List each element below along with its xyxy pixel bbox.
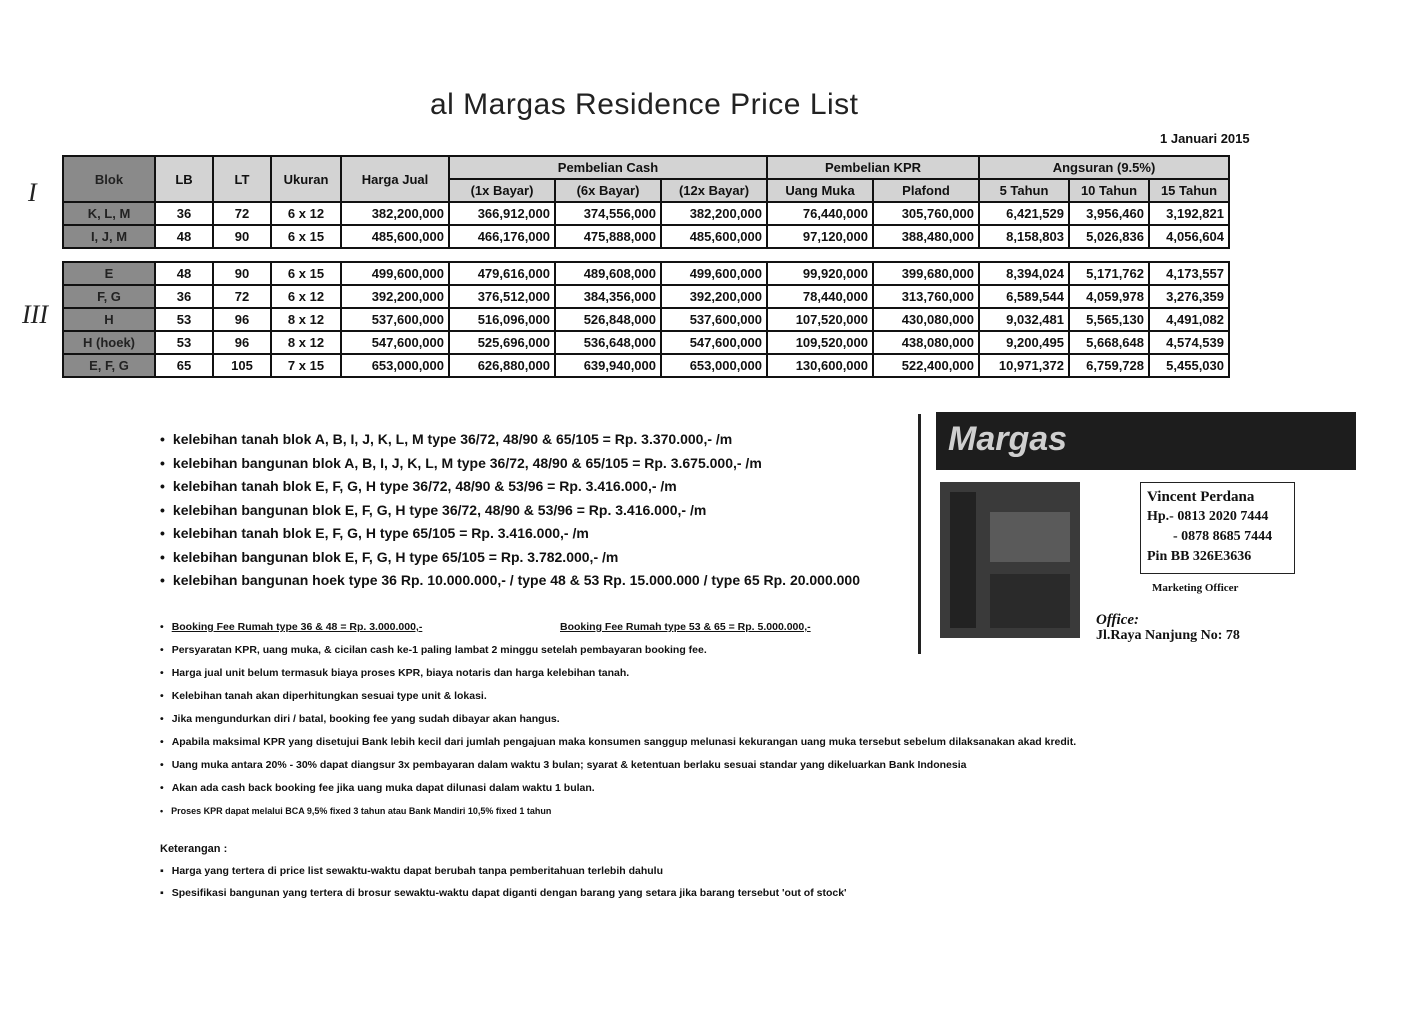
cell-15-tahun: 4,056,604: [1149, 225, 1229, 248]
cell-10-tahun: 5,171,762: [1069, 262, 1149, 285]
table-row: [63, 308, 1229, 331]
cell-5-tahun: 8,158,803: [979, 225, 1069, 248]
cell-ukuran: 8 x 12: [271, 308, 341, 331]
booking-fee-53-65: Booking Fee Rumah type 53 & 65 = Rp. 5.000.000,-: [560, 621, 811, 633]
header-15-tahun: 15 Tahun: [1149, 179, 1229, 202]
cell-5-tahun: 9,200,495: [979, 331, 1069, 354]
header-angsuran: Angsuran (9.5%): [979, 156, 1229, 179]
cell-ukuran: 6 x 15: [271, 225, 341, 248]
cell-ukuran: 6 x 15: [271, 262, 341, 285]
table-row: [63, 202, 1229, 225]
header-cash-12x: (12x Bayar): [661, 179, 767, 202]
handwritten-mark-group-2: III: [22, 300, 48, 329]
header-uang-muka: Uang Muka: [767, 179, 873, 202]
cell-ukuran: 6 x 12: [271, 285, 341, 308]
list-item: • kelebihan bangunan blok E, F, G, H type 36/72, 48/90 & 53/96 = Rp. 3.416.000,- /m: [160, 499, 860, 523]
header-lb: LB: [155, 156, 213, 202]
table-row: [63, 354, 1229, 377]
cell-5-tahun: 6,589,544: [979, 285, 1069, 308]
list-item: • Apabila maksimal KPR yang disetujui Bank lebih kecil dari jumlah pengajuan maka konsumen sanggup melunasi kekurangan uang muka tersebut sebelum dilaksanakan akad kredit.: [160, 731, 1076, 754]
cell-harga-jual: 485,600,000: [341, 225, 449, 248]
cell-cash-1x: 376,512,000: [449, 285, 555, 308]
list-item: • kelebihan tanah blok E, F, G, H type 65/105 = Rp. 3.416.000,- /m: [160, 522, 860, 546]
cell-10-tahun: 6,759,728: [1069, 354, 1149, 377]
list-item: • Persyaratan KPR, uang muka, & cicilan cash ke-1 paling lambat 2 minggu setelah pembayaran booking fee.: [160, 639, 1076, 662]
cell-cash-1x: 525,696,000: [449, 331, 555, 354]
list-item: ▪ Harga yang tertera di price list sewaktu-waktu dapat berubah tanpa pemberitahuan terlebih dahulu: [160, 860, 847, 882]
header-plafond: Plafond: [873, 179, 979, 202]
keterangan-list: [160, 860, 847, 904]
booking-fee-36-48: Booking Fee Rumah type 36 & 48 = Rp. 3.000.000,-: [171, 621, 423, 633]
cell-cash-1x: 516,096,000: [449, 308, 555, 331]
cell-lt: 96: [213, 308, 271, 331]
cell-lt: 72: [213, 285, 271, 308]
cell-10-tahun: 5,565,130: [1069, 308, 1149, 331]
table-gap: [63, 248, 1229, 262]
cell-cash-1x: 366,912,000: [449, 202, 555, 225]
cell-lb: 36: [155, 202, 213, 225]
cell-15-tahun: 3,192,821: [1149, 202, 1229, 225]
cell-cash-12x: 485,600,000: [661, 225, 767, 248]
cell-cash-12x: 499,600,000: [661, 262, 767, 285]
cell-ukuran: 7 x 15: [271, 354, 341, 377]
card-divider: [918, 414, 921, 654]
cell-5-tahun: 9,032,481: [979, 308, 1069, 331]
cell-cash-12x: 392,200,000: [661, 285, 767, 308]
cell-5-tahun: 10,971,372: [979, 354, 1069, 377]
cell-uang-muka: 97,120,000: [767, 225, 873, 248]
cell-uang-muka: 130,600,000: [767, 354, 873, 377]
cell-harga-jual: 392,200,000: [341, 285, 449, 308]
cell-5-tahun: 6,421,529: [979, 202, 1069, 225]
list-item: • kelebihan bangunan blok E, F, G, H type 65/105 = Rp. 3.782.000,- /m: [160, 546, 860, 570]
cell-10-tahun: 5,026,836: [1069, 225, 1149, 248]
house-photo: [940, 482, 1080, 638]
cell-15-tahun: 4,491,082: [1149, 308, 1229, 331]
cell-15-tahun: 4,574,539: [1149, 331, 1229, 354]
brand-banner: [936, 412, 1356, 470]
cell-lb: 53: [155, 331, 213, 354]
header-10-tahun: 10 Tahun: [1069, 179, 1149, 202]
cell-15-tahun: 3,276,359: [1149, 285, 1229, 308]
cell-cash-6x: 526,848,000: [555, 308, 661, 331]
cell-lb: 65: [155, 354, 213, 377]
photo-detail: [990, 574, 1070, 628]
cell-10-tahun: 3,956,460: [1069, 202, 1149, 225]
list-item: • Proses KPR dapat melalui BCA 9,5% fixed 3 tahun atau Bank Mandiri 10,5% fixed 1 tahun: [160, 800, 1076, 823]
header-harga-jual: Harga Jual: [341, 156, 449, 202]
table-row: [63, 262, 1229, 285]
cell-lt: 90: [213, 262, 271, 285]
cell-cash-1x: 479,616,000: [449, 262, 555, 285]
cell-lt: 96: [213, 331, 271, 354]
surcharge-list: [160, 428, 860, 593]
cell-uang-muka: 99,920,000: [767, 262, 873, 285]
cell-plafond: 438,080,000: [873, 331, 979, 354]
cell-plafond: 399,680,000: [873, 262, 979, 285]
header-ukuran: Ukuran: [271, 156, 341, 202]
table-row: [63, 285, 1229, 308]
cell-blok: E, F, G: [63, 354, 155, 377]
cell-harga-jual: 499,600,000: [341, 262, 449, 285]
contact-name: Vincent Perdana: [1147, 489, 1255, 505]
list-item: • Akan ada cash back booking fee jika uang muka dapat dilunasi dalam waktu 1 bulan.: [160, 777, 1076, 800]
list-item: • Harga jual unit belum termasuk biaya proses KPR, biaya notaris dan harga kelebihan tanah.: [160, 662, 1076, 685]
cell-uang-muka: 76,440,000: [767, 202, 873, 225]
office-label: Office:: [1096, 612, 1140, 628]
table-row: [63, 331, 1229, 354]
cell-plafond: 305,760,000: [873, 202, 979, 225]
cell-plafond: 388,480,000: [873, 225, 979, 248]
cell-ukuran: 8 x 12: [271, 331, 341, 354]
list-item: • kelebihan bangunan hoek type 36 Rp. 10.000.000,- / type 48 & 53 Rp. 15.000.000 / type 65 Rp. 20.000.000: [160, 569, 860, 593]
cell-uang-muka: 78,440,000: [767, 285, 873, 308]
header-5-tahun: 5 Tahun: [979, 179, 1069, 202]
cell-cash-6x: 475,888,000: [555, 225, 661, 248]
cell-plafond: 313,760,000: [873, 285, 979, 308]
cell-blok: H (hoek): [63, 331, 155, 354]
cell-cash-6x: 374,556,000: [555, 202, 661, 225]
cell-cash-6x: 536,648,000: [555, 331, 661, 354]
cell-lt: 105: [213, 354, 271, 377]
cell-blok: K, L, M: [63, 202, 155, 225]
cell-lb: 36: [155, 285, 213, 308]
cell-cash-6x: 489,608,000: [555, 262, 661, 285]
handwritten-mark-group-1: I: [28, 178, 37, 207]
cell-10-tahun: 4,059,978: [1069, 285, 1149, 308]
header-pembelian-kpr: Pembelian KPR: [767, 156, 979, 179]
cell-lb: 48: [155, 262, 213, 285]
cell-5-tahun: 8,394,024: [979, 262, 1069, 285]
cell-harga-jual: 547,600,000: [341, 331, 449, 354]
price-list-date: 1 Januari 2015: [1160, 131, 1250, 146]
cell-cash-12x: 537,600,000: [661, 308, 767, 331]
cell-lb: 48: [155, 225, 213, 248]
list-item: • Kelebihan tanah akan diperhitungkan sesuai type unit & lokasi.: [160, 685, 1076, 708]
cell-blok: I, J, M: [63, 225, 155, 248]
list-item: • Uang muka antara 20% - 30% dapat diangsur 3x pembayaran dalam waktu 3 bulan; syarat & ketentuan berlaku sesuai standar yang dikeluarkan Bank Indonesia: [160, 754, 1076, 777]
cell-cash-1x: 466,176,000: [449, 225, 555, 248]
cell-blok: H: [63, 308, 155, 331]
cell-uang-muka: 109,520,000: [767, 331, 873, 354]
cell-harga-jual: 537,600,000: [341, 308, 449, 331]
cell-lb: 53: [155, 308, 213, 331]
cell-cash-12x: 653,000,000: [661, 354, 767, 377]
header-lt: LT: [213, 156, 271, 202]
header-cash-6x: (6x Bayar): [555, 179, 661, 202]
cell-ukuran: 6 x 12: [271, 202, 341, 225]
cell-harga-jual: 382,200,000: [341, 202, 449, 225]
contact-role: Marketing Officer: [1152, 582, 1239, 594]
cell-15-tahun: 4,173,557: [1149, 262, 1229, 285]
terms-list: [160, 616, 1076, 823]
cell-harga-jual: 653,000,000: [341, 354, 449, 377]
photo-detail: [990, 512, 1070, 562]
table-row: [63, 225, 1229, 248]
contact-pin-bb: Pin BB 326E3636: [1147, 549, 1252, 564]
list-item: • kelebihan tanah blok A, B, I, J, K, L, M type 36/72, 48/90 & 65/105 = Rp. 3.370.000,- /m: [160, 428, 860, 452]
office-address: Jl.Raya Nanjung No: 78: [1096, 628, 1240, 643]
header-pembelian-cash: Pembelian Cash: [449, 156, 767, 179]
list-item: • kelebihan bangunan blok A, B, I, J, K, L, M type 36/72, 48/90 & 65/105 = Rp. 3.675.000,- /m: [160, 452, 860, 476]
list-item: • kelebihan tanah blok E, F, G, H type 36/72, 48/90 & 53/96 = Rp. 3.416.000,- /m: [160, 475, 860, 499]
cell-plafond: 430,080,000: [873, 308, 979, 331]
contact-box: [1140, 482, 1295, 574]
cell-15-tahun: 5,455,030: [1149, 354, 1229, 377]
cell-10-tahun: 5,668,648: [1069, 331, 1149, 354]
cell-cash-6x: 639,940,000: [555, 354, 661, 377]
list-item: ▪ Spesifikasi bangunan yang tertera di brosur sewaktu-waktu dapat diganti dengan barang yang setara jika barang tersebut 'out of stock': [160, 882, 847, 904]
cell-cash-6x: 384,356,000: [555, 285, 661, 308]
brand-logo: Margas: [948, 420, 1068, 458]
contact-phone-2: - 0878 8685 7444: [1173, 529, 1273, 544]
cell-lt: 90: [213, 225, 271, 248]
cell-cash-12x: 547,600,000: [661, 331, 767, 354]
cell-uang-muka: 107,520,000: [767, 308, 873, 331]
photo-detail: [950, 492, 976, 628]
keterangan-label: Keterangan :: [160, 843, 228, 855]
contact-phone-1: Hp.- 0813 2020 7444: [1147, 509, 1269, 524]
header-blok: Blok: [63, 156, 155, 202]
cell-blok: F, G: [63, 285, 155, 308]
cell-blok: E: [63, 262, 155, 285]
cell-cash-12x: 382,200,000: [661, 202, 767, 225]
list-item: • Jika mengundurkan diri / batal, booking fee yang sudah dibayar akan hangus.: [160, 708, 1076, 731]
price-table: [62, 155, 1230, 378]
header-cash-1x: (1x Bayar): [449, 179, 555, 202]
page-title: al Margas Residence Price List: [430, 88, 859, 121]
cell-plafond: 522,400,000: [873, 354, 979, 377]
cell-lt: 72: [213, 202, 271, 225]
cell-cash-1x: 626,880,000: [449, 354, 555, 377]
